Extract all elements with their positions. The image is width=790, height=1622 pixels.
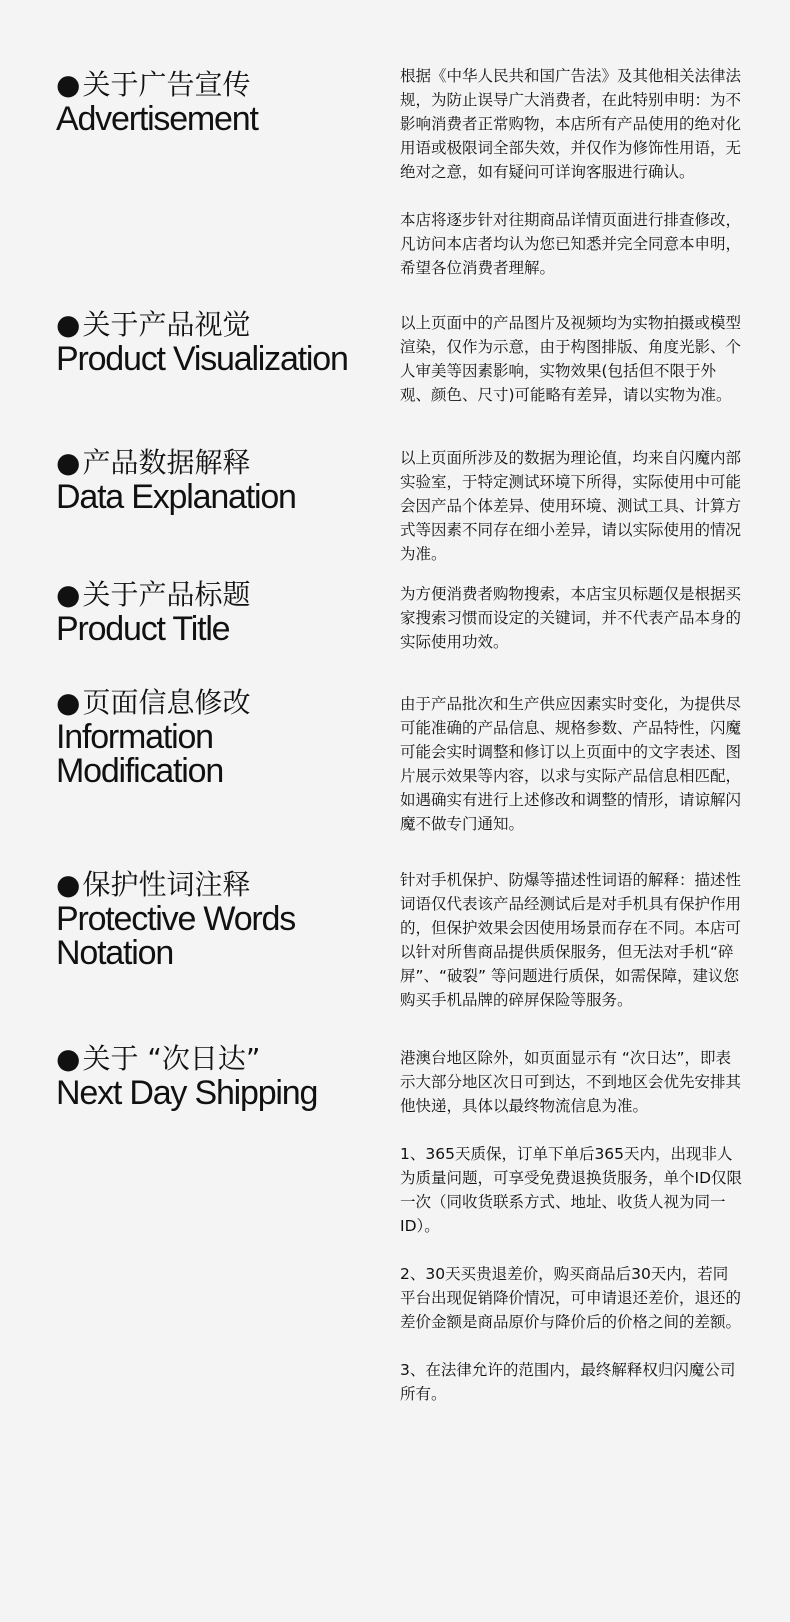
section-heading [56,308,386,376]
section-heading [56,868,386,970]
paragraph: 以上页面所涉及的数据为理论值，均来自闪魔内部实验室，于特定测试环境下所得，实际使用中可能会因产品个体差异、使用环境、测试工具、计算方式等因素不同存在细小差异，请以实际使用的情况为准。 [400,449,742,563]
section-body [400,1046,743,1406]
section-title-cn: ●关于 “次日达” [56,1042,261,1075]
paragraph: 针对手机保护、防爆等描述性词语的解释：描述性词语仅代表该产品经测试后是对手机具有保护作用的，但保护效果会因使用场景而存在不同。本店可以针对所售商品提供质保服务，但无法对手机“碎屏”、“破裂” 等问题进行质保，如需保障，建议您购买手机品牌的碎屏保险等服务。 [400,871,742,1009]
paragraph: 以上页面中的产品图片及视频均为实物拍摄或模型渲染，仅作为示意，由于构图排版、角度光影、个人审美等因素影响，实物效果(包括但不限于外观、颜色、尺寸)可能略有差异，请以实物为准。 [400,314,742,404]
section-title-cn: ●页面信息修改 [56,686,251,719]
paragraph: 1、365天质保，订单下单后365天内，出现非人为质量问题，可享受免费退换货服务，单个ID仅限一次（同收货联系方式、地址、收货人视为同一ID）。 [400,1145,743,1235]
paragraph: 3、在法律允许的范围内，最终解释权归闪魔公司所有。 [400,1361,736,1403]
section-heading [56,686,386,788]
paragraph: 根据《中华人民共和国广告法》及其他相关法律法规，为防止误导广大消费者，在此特别申明：为不影响消费者正常购物，本店所有产品使用的绝对化用语或极限词全部失效，并仅作为修饰性用语，无绝对之意，如有疑问可详询客服进行确认。 [400,67,742,181]
section-title-en: Next Day Shipping [56,1074,318,1112]
paragraph: 港澳台地区除外，如页面显示有 “次日达”，即表示大部分地区次日可到达，不到地区会优先安排其他快递，具体以最终物流信息为准。 [400,1049,742,1115]
section-heading [56,446,386,514]
paragraph: 为方便消费者购物搜索，本店宝贝标题仅是根据买家搜索习惯而设定的关键词，并不代表产品本身的实际使用功效。 [400,585,742,651]
section-title-cn: ●保护性词注释 [56,868,251,901]
section-title-cn: ●关于产品视觉 [56,308,251,341]
paragraph: 本店将逐步针对往期商品详情页面进行排查修改，凡访问本店者均认为您已知悉并完全同意本申明，希望各位消费者理解。 [400,211,742,277]
section-title-en: Information Modification [56,718,224,790]
section-heading [56,68,386,136]
section-body [400,692,743,836]
section-body [400,868,743,1012]
section-title-cn: ●关于产品标题 [56,578,251,611]
section-title-cn: ●产品数据解释 [56,446,251,479]
section-body [400,582,743,654]
section-title-en: Protective Words Notation [56,900,296,972]
section-title-cn: ●关于广告宣传 [56,68,251,101]
paragraph: 2、30天买贵退差价，购买商品后30天内，若同平台出现促销降价情况，可申请退还差价，退还的差价金额是商品原价与降价后的价格之间的差额。 [400,1265,742,1331]
section-title-en: Advertisement [56,100,258,138]
section-title-en: Data Explanation [56,478,296,516]
paragraph: 由于产品批次和生产供应因素实时变化，为提供尽可能准确的产品信息、规格参数、产品特性，闪魔可能会实时调整和修订以上页面中的文字表述、图片展示效果等内容，以求与实际产品信息相匹配，如遇确实有进行上述修改和调整的情形，请谅解闪魔不做专门通知。 [400,695,742,833]
section-title-en: Product Title [56,610,230,648]
section-heading [56,1042,386,1110]
section-body [400,446,743,566]
section-body [400,311,743,407]
section-title-en: Product Visualization [56,340,348,378]
section-body [400,64,743,280]
section-heading [56,578,386,646]
